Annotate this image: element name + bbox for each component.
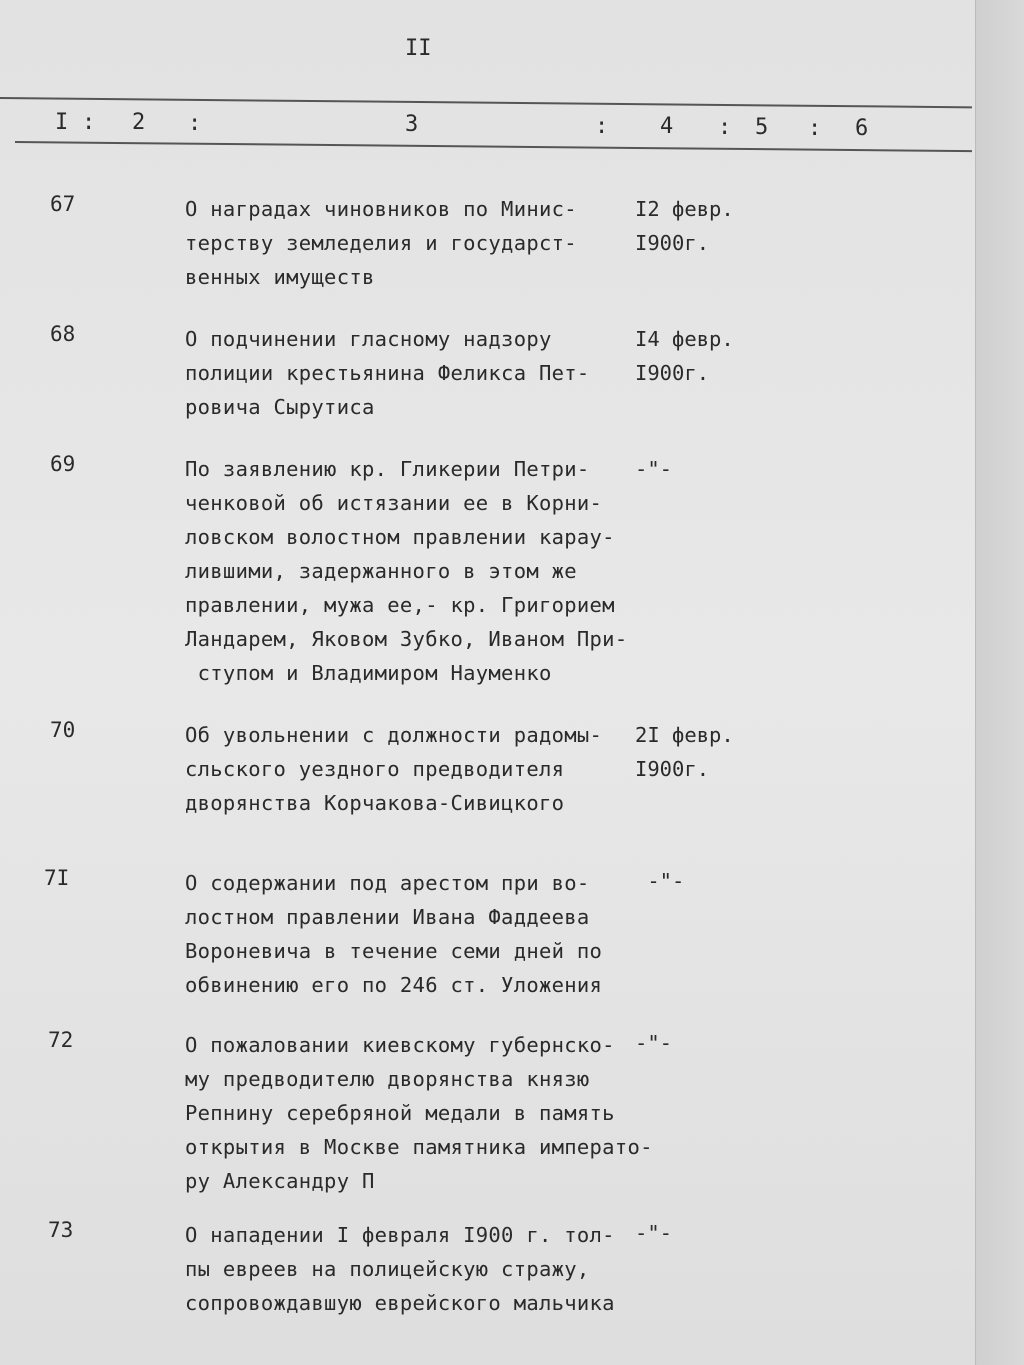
- entry-line: сльского уездного предводителя: [185, 757, 565, 781]
- entry-line: О подчинении гласному надзору: [185, 327, 552, 351]
- entry-line: ченковой об истязании ее в Корни-: [185, 491, 603, 515]
- header-rule-top: [0, 97, 972, 108]
- entry-line: ступом и Владимиром Науменко: [185, 661, 552, 685]
- entry-line: ру Александру П: [185, 1169, 375, 1193]
- entry-line: полиции крестьянина Феликса Пет-: [185, 361, 590, 385]
- column-header: I: [55, 110, 69, 135]
- entry-title: [185, 1218, 615, 1320]
- entry-number: 70: [50, 718, 76, 742]
- column-header: 4: [660, 114, 674, 139]
- entry-line: пы евреев на полицейскую стражу,: [185, 1257, 590, 1281]
- entry-title: [185, 452, 627, 690]
- entry-line: О пожаловании киевскому губернско-: [185, 1033, 615, 1057]
- entry-number: 7I: [44, 866, 70, 890]
- entry-line: О нападении I февраля I900 г. тол-: [185, 1223, 615, 1247]
- entry-date: [635, 1026, 672, 1060]
- entry-date-line: -"-: [635, 1221, 673, 1245]
- entry-line: Репнину серебряной медали в память: [185, 1101, 615, 1125]
- entry-title: [185, 1028, 653, 1198]
- column-header: 5: [755, 115, 769, 140]
- column-header: :: [82, 110, 96, 135]
- entry-date-line: -"-: [635, 1031, 673, 1055]
- entry-number: 69: [50, 452, 76, 476]
- entry-date-line: 2I февр.: [635, 723, 734, 747]
- entry-date-line: -"-: [635, 457, 673, 481]
- entry-line: сопровождавшую еврейского мальчика: [185, 1291, 615, 1315]
- entry-title: [185, 718, 602, 820]
- page-edge: [975, 0, 1024, 1365]
- entry-date: [635, 322, 734, 390]
- column-header: :: [188, 111, 202, 136]
- entry-line: По заявлению кр. Гликерии Петри-: [185, 457, 590, 481]
- entry-date-line: I4 февр.: [635, 327, 734, 351]
- entry-date-line: I900г.: [635, 757, 710, 781]
- page-number: II: [405, 36, 432, 61]
- entry-line: лившими, задержанного в этом же: [185, 559, 577, 583]
- entry-date: [635, 1216, 672, 1250]
- entry-date-line: I900г.: [635, 361, 710, 385]
- entry-line: лостном правлении Ивана Фаддеева: [185, 905, 590, 929]
- entry-line: ровича Сырутиса: [185, 395, 375, 419]
- entry-date: [635, 452, 672, 486]
- entry-number: 68: [50, 322, 76, 346]
- entry-line: дворянства Корчакова-Сивицкого: [185, 791, 565, 815]
- column-header: :: [595, 114, 609, 139]
- entry-line: правлении, мужа ее,- кр. Григорием: [185, 593, 615, 617]
- entry-date-line: I2 февр.: [635, 197, 734, 221]
- entry-line: ловском волостном правлении карау-: [185, 525, 615, 549]
- column-header: 2: [132, 110, 146, 135]
- column-header: 6: [855, 116, 869, 141]
- entry-line: му предводителю дворянства князю: [185, 1067, 590, 1091]
- entry-date: [635, 718, 734, 786]
- entry-title: [185, 322, 590, 424]
- entry-date-line: -"-: [635, 869, 685, 893]
- entry-number: 73: [48, 1218, 74, 1242]
- column-header: :: [718, 115, 732, 140]
- entry-line: Об увольнении с должности радомы-: [185, 723, 603, 747]
- column-header: 3: [405, 112, 419, 137]
- entry-line: обвинению его по 246 ст. Уложения: [185, 973, 603, 997]
- entry-line: открытия в Москве памятника императо-: [185, 1135, 653, 1159]
- entry-date-line: I900г.: [635, 231, 710, 255]
- entry-line: терству земледелия и государст-: [185, 231, 577, 255]
- entry-date: [635, 864, 684, 898]
- entry-title: [185, 192, 577, 294]
- entry-title: [185, 866, 602, 1002]
- entry-number: 67: [50, 192, 76, 216]
- entry-number: 72: [48, 1028, 74, 1052]
- entry-line: венных имуществ: [185, 265, 375, 289]
- entry-line: О наградах чиновников по Минис-: [185, 197, 577, 221]
- entry-line: О содержании под арестом при во-: [185, 871, 590, 895]
- entry-line: Вороневича в течение семи дней по: [185, 939, 603, 963]
- entry-line: Ландарем, Яковом Зубко, Иваном При-: [185, 627, 628, 651]
- header-rule-bottom: [15, 141, 972, 152]
- entry-date: [635, 192, 734, 260]
- column-header: :: [808, 116, 822, 141]
